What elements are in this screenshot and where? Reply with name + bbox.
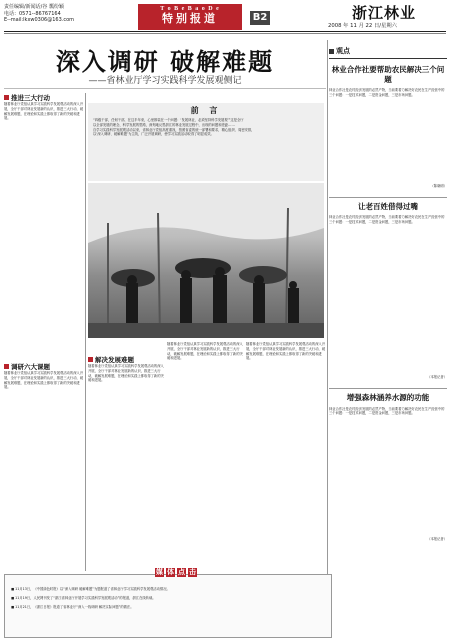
opinion-box-3 [329,388,447,541]
page-number: B2 [250,11,270,25]
opinion-author: （本报记者） [427,536,447,541]
opinion-text: 林业合作社是农村经济发展的必然产物，当前要着力解决好农民在生产经营中的三个问题：一是技术问题，二是资金问题，三是市场问题。 [329,215,445,225]
foreword-title: 前 言 [190,106,222,115]
left-column [4,93,84,539]
column-text: 随着林业厅党组认真学习实践科学发展观活动的深入开展，全厅干部对林业发展新的认识，推进三大行动，破解发展难题，在理论和实践上都取得了新的突破和进展。 [167,342,243,361]
section-heading [88,355,164,364]
foreword-line: 自学习实践科学发展观活动以来，省林业厅党组高度重视，按照省委的统一部署和要求，精心组织、周密安排， [93,127,255,132]
column-text: 随着林业厅党组认真学习实践科学发展观活动的深入开展，全厅干部对林业发展新的认识，推进三大行动，破解发展难题，在理论和实践上都取得了新的突破和进展。 [4,102,84,121]
foreword-box [88,103,324,181]
issue-date: 2008 年 11 月 22 日/星期六 [328,23,397,29]
section-banner [138,4,242,30]
phone-line: 电话：0571--86767164 [4,10,61,17]
section-marker-icon [88,357,93,362]
media-title-char: 点 [178,568,185,576]
header-info [4,4,124,24]
section-title: 推进三大行动 [11,94,50,102]
column-divider [85,93,86,571]
media-list [5,575,331,609]
column-text: 随着林业厅党组认真学习实践科学发展观活动的深入开展，全厅干部对林业发展新的认识，推进三大行动，破解发展难题，在理论和实践上都取得了新的突破和进展。 [4,371,84,390]
editor-line: 责任编辑/新闻话/谷 瓢纷颖 [4,4,64,10]
section-marker-icon [4,364,9,369]
section-en: T o B e B a o D e [160,6,220,12]
column-text: 随着林业厅党组认真学习实践科学发展观活动的深入开展，全厅干部对林业发展新的认识，推进三大行动，破解发展难题，在理论和实践上都取得了新的突破和进展。 [246,342,326,361]
opinion-label-text: 观点 [336,47,350,55]
media-item: ■ 11月21日，《浙江日报》报道了省林业厅“深入一线调研 解决实际问题”的做法。 [11,604,134,609]
media-clicks-box [4,574,332,638]
media-title-char: 击 [189,568,196,576]
media-title-char: 媒 [156,568,163,576]
opinion-label [329,46,447,56]
opinion-text: 林业合作社是农村经济发展的必然产物，当前要着力解决好农民在生产经营中的三个问题：一是技术问题，二是资金问题，三是市场问题。 [329,406,445,416]
media-item: ■ 11月13日，《中国绿色时报》以“深入调研 破解难题”为题报道了省林业厅学习实践科学发展观活动情况。 [11,587,170,591]
column-text: 随着林业厅党组认真学习实践科学发展观活动的深入开展，全厅干部对林业发展新的认识，推进三大行动，破解发展难题，在理论和实践上都取得了新的突破和进展。 [88,364,164,383]
opinion-column [329,46,447,541]
middle-column-a [88,355,164,560]
section-marker-icon [4,95,9,100]
opinion-text: 林业合作社是农村经济发展的必然产物，当前要着力解决好农民在生产经营中的三个问题：一是技术问题，二是资金问题，三是市场问题。 [329,88,445,97]
foreword-line: 以‘深入调研、破解难题’为主线，广泛开展调研，使学习实践活动取得了明显成效。 [93,132,214,137]
opinion-box-1 [329,58,447,189]
opinion-author: （本报记者） [427,375,447,380]
media-title-char: 体 [167,568,174,576]
opinion-title: 增强森林涵养水源的功能 [346,393,430,403]
section-title: 特别报道 [162,12,218,25]
right-divider [327,40,328,636]
header-rule-thin [4,33,446,34]
section-title: 解决发展难题 [95,356,134,364]
masthead: 浙江林业 [352,4,417,22]
opinion-author: （陈晓明） [430,184,447,188]
news-photo [88,183,324,338]
foreword-line: “四级干部，任何干部，在这半年来，心里都装在一个问题：‘发展林业，必须坚持科学发展观’”这是全厅 [93,118,244,122]
middle-column-b [167,342,243,564]
section-heading [4,362,84,371]
email-line: E--mail:lkxw0306@163.com [4,17,75,23]
opinion-box-2 [329,197,447,380]
header-rule [4,31,446,32]
middle-column-c [246,342,326,564]
headline-rule [4,88,326,89]
media-item: ■ 11月19日，人民网刊发了“浙江省林业厅开展学习实践科学发展观活动”的报道，浙江在线转载。 [11,595,156,600]
media-title [155,568,197,577]
section-heading [4,93,84,102]
subheadline: ——省林业厅学习实践科学发展观侧记 [88,76,242,86]
section-marker-icon [329,49,334,54]
opinion-title: 林业合作社要帮助农民解决三个问题 [331,65,445,84]
foreword-text [88,116,324,139]
foreword-line: 以全部发展的理念、科学发展的思路，深刻地反思浙江的林业发展过程中，出现的问题和差距…… [93,122,235,127]
section-title: 调研六大课题 [11,363,50,371]
headline: 深入调研 破解难题 [55,48,275,76]
opinion-title: 让老百姓借得过嘴 [358,201,418,211]
photo-illustration [88,183,324,338]
